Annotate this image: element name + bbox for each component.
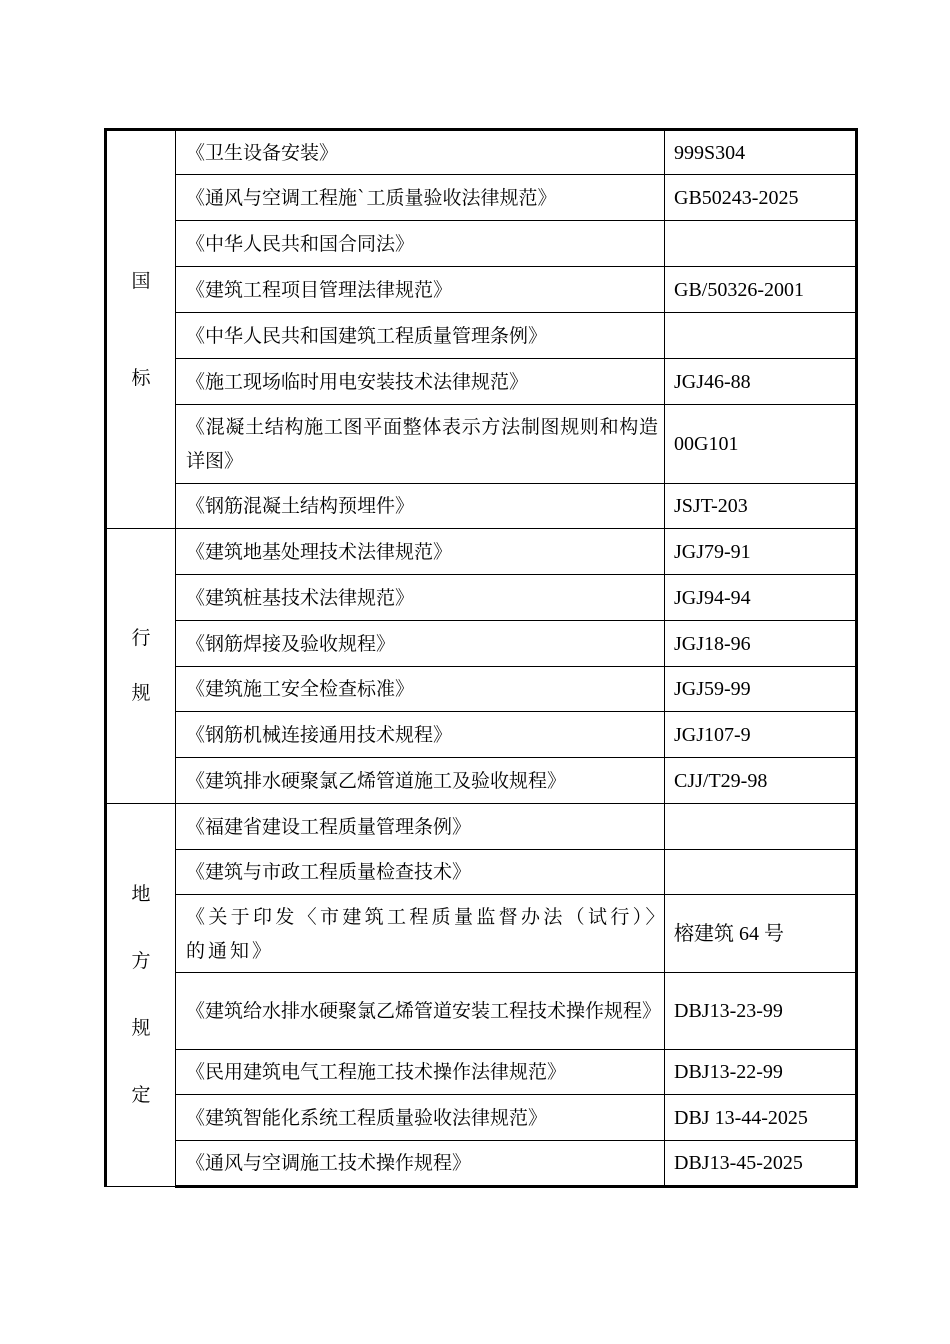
standard-code: CJJ/T29-98 [665,758,857,804]
table-row [106,484,857,529]
table-row [106,529,857,575]
table-row [106,758,857,804]
table-row [106,313,857,359]
table-row [106,175,857,221]
standard-code: GB/50326-2001 [665,267,857,313]
standard-code: JGJ59-99 [665,667,857,712]
table-row [106,221,857,267]
standard-code [665,221,857,267]
standard-name: 《混凝土结构施工图平面整体表示方法制图规则和构造详图》 [176,405,665,484]
table-row [106,1050,857,1095]
standard-code: DBJ13-45-2025 [665,1141,857,1187]
standard-code: DBJ 13-44-2025 [665,1095,857,1141]
standard-name: 《施工现场临时用电安装技术法律规范》 [176,359,665,405]
table-row [106,712,857,758]
standard-name: 《建筑与市政工程质量检查技术》 [176,850,665,895]
table-row [106,621,857,667]
standard-name: 《民用建筑电气工程施工技术操作法律规范》 [176,1050,665,1095]
standard-code: DBJ13-22-99 [665,1050,857,1095]
standard-code: JGJ18-96 [665,621,857,667]
standard-name: 《中华人民共和国合同法》 [176,221,665,267]
category-local [106,804,176,1187]
standard-code: 999S304 [665,130,857,175]
standard-name: 《钢筋机械连接通用技术规程》 [176,712,665,758]
standard-code: 榕建筑 64 号 [665,895,857,973]
table-row [106,130,857,175]
standard-name: 《钢筋混凝土结构预埋件》 [176,484,665,529]
category-char: 规 [131,1017,151,1039]
standard-code: JGJ46-88 [665,359,857,405]
category-char: 标 [131,366,151,389]
table-row [106,667,857,712]
category-national [106,130,176,529]
standards-table [104,128,858,1188]
table-row [106,1141,857,1187]
standard-name: 《通风与空调施工技术操作规程》 [176,1141,665,1187]
standard-code: JGJ79-91 [665,529,857,575]
category-char: 行 [131,627,151,649]
standard-name: 《建筑工程项目管理法律规范》 [176,267,665,313]
table-row [106,405,857,484]
standard-name: 《建筑施工安全检查标准》 [176,667,665,712]
standard-name: 《福建省建设工程质量管理条例》 [176,804,665,850]
standard-name: 《建筑智能化系统工程质量验收法律规范》 [176,1095,665,1141]
standard-name: 《钢筋焊接及验收规程》 [176,621,665,667]
standard-code [665,804,857,850]
table-row [106,359,857,405]
standard-code [665,313,857,359]
category-char: 地 [131,883,151,905]
standard-name: 《关于印发〈市建筑工程质量监督办法（试行）〉的通知》 [176,895,665,973]
table-row [106,267,857,313]
table-row [106,850,857,895]
category-industry [106,529,176,804]
standard-name: 《卫生设备安装》 [176,130,665,175]
standard-code [665,850,857,895]
standard-name: 《通风与空调工程施`工质量验收法律规范》 [176,175,665,221]
standard-name: 《建筑桩基技术法律规范》 [176,575,665,621]
category-char: 定 [131,1084,151,1106]
category-char: 国 [131,269,151,292]
category-char: 规 [131,682,151,704]
standard-code: 00G101 [665,405,857,484]
table-row [106,804,857,850]
category-char: 方 [131,950,151,972]
table-row [106,973,857,1050]
standard-name: 《中华人民共和国建筑工程质量管理条例》 [176,313,665,359]
table-row [106,575,857,621]
standard-name: 《建筑给水排水硬聚氯乙烯管道安装工程技术操作规程》 [176,973,665,1050]
standard-code: JSJT-203 [665,484,857,529]
standard-name: 《建筑地基处理技术法律规范》 [176,529,665,575]
standard-code: GB50243-2025 [665,175,857,221]
standard-code: DBJ13-23-99 [665,973,857,1050]
table-row [106,895,857,973]
standard-code: JGJ107-9 [665,712,857,758]
standard-code: JGJ94-94 [665,575,857,621]
standard-name: 《建筑排水硬聚氯乙烯管道施工及验收规程》 [176,758,665,804]
table-row [106,1095,857,1141]
